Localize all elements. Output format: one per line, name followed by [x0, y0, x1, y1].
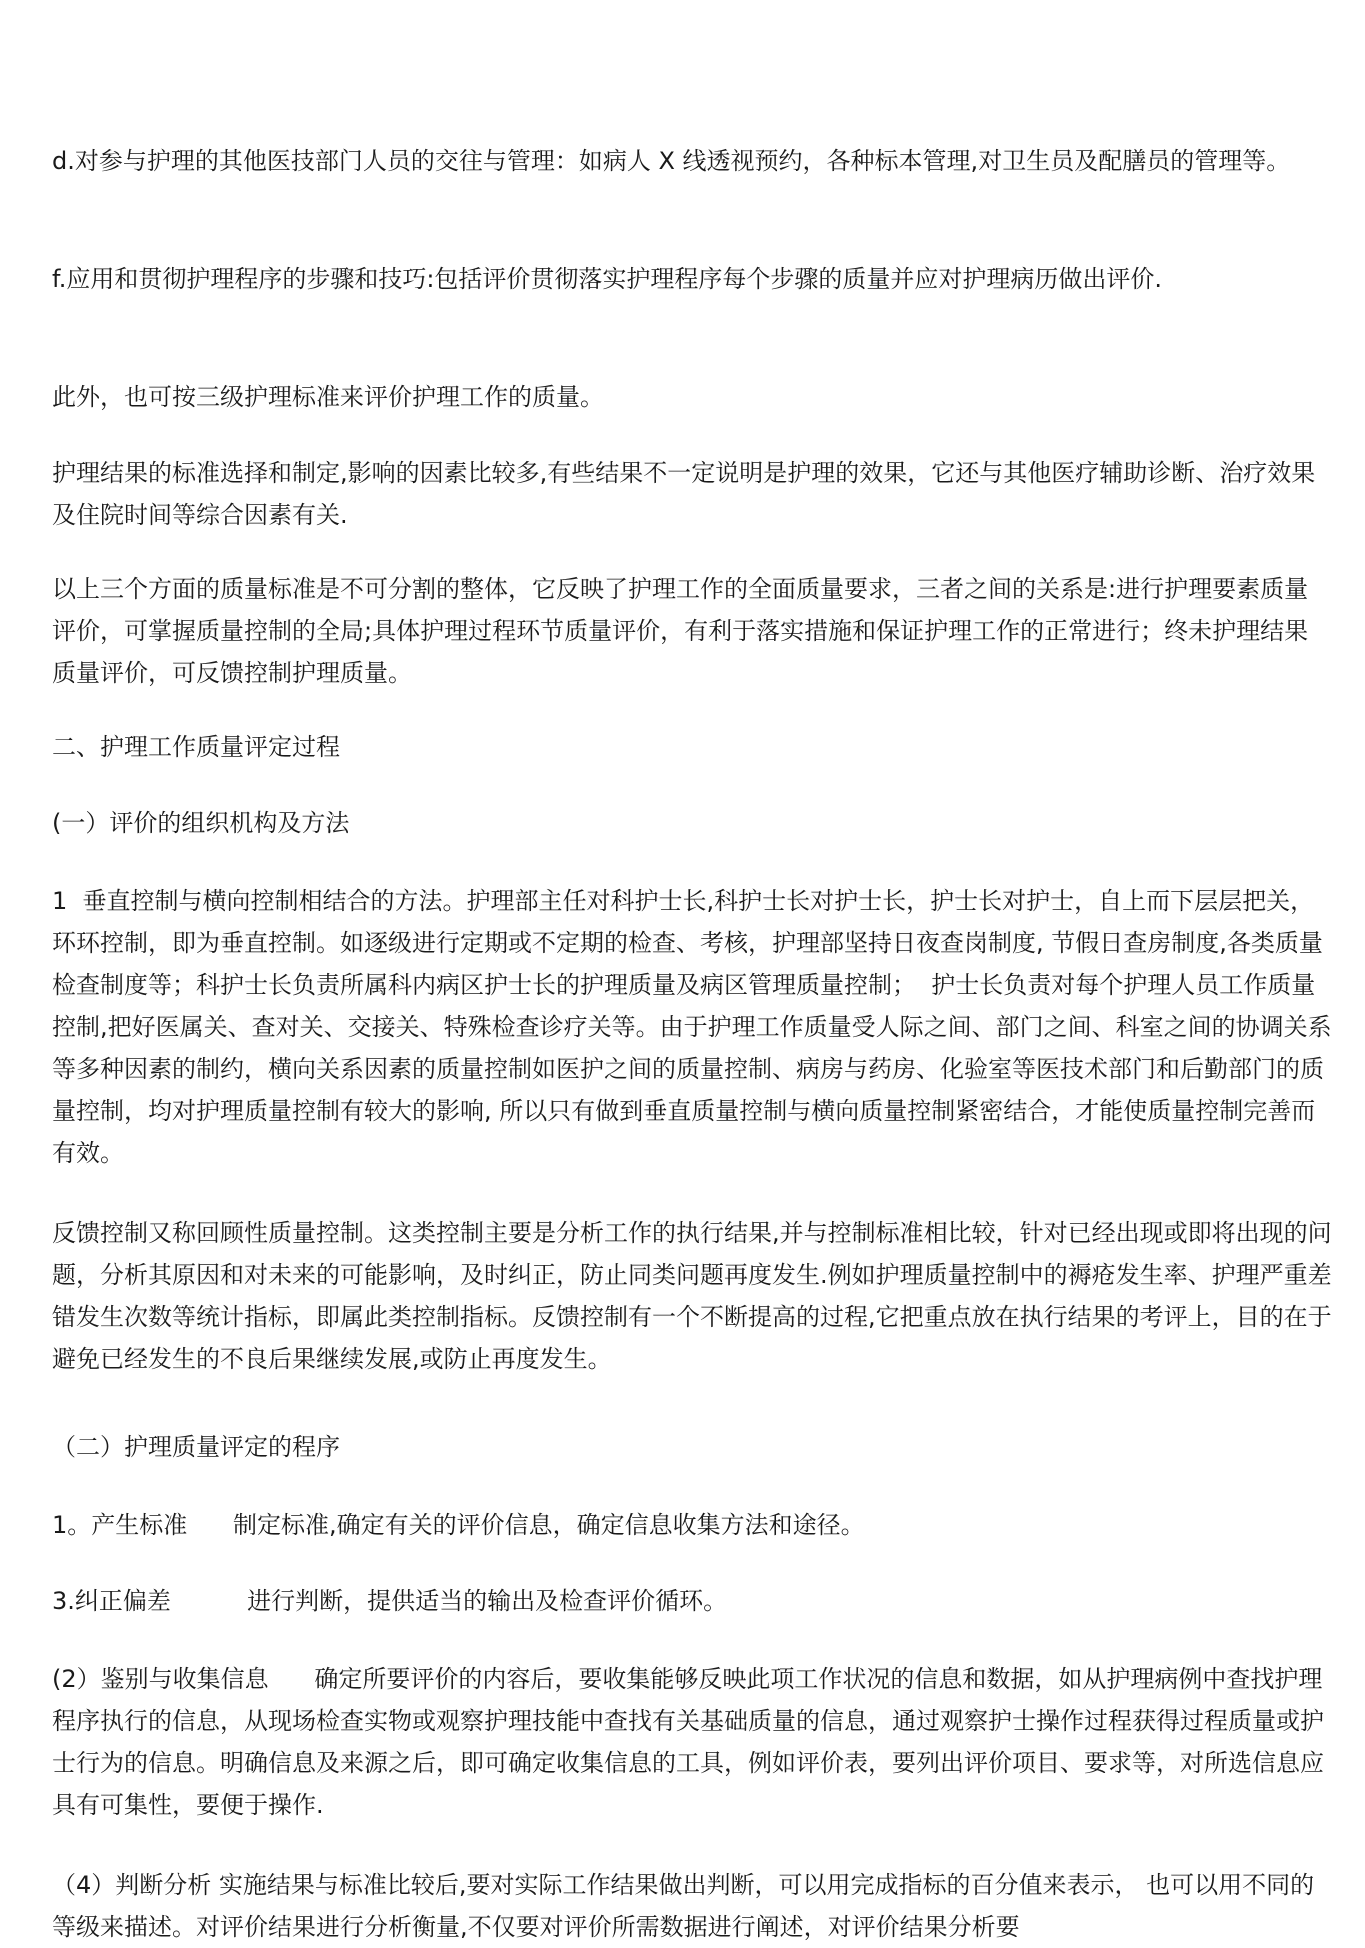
paragraph-quality-relationship: 以上三个方面的质量标准是不可分割的整体，它反映了护理工作的全面质量要求，三者之间的关系是:进行护理要素质量评价，可掌握质量控制的全局;具体护理过程环节质量评价，有利于落实措施和保证护理工作的正常进行；终未护理结果质量评价，可反馈控制护理质量。	[52, 575, 1309, 687]
section-heading: 二、护理工作质量评定过程	[52, 733, 340, 761]
paragraph-outcome-standard: 护理结果的标准选择和制定,影响的因素比较多,有些结果不一定说明是护理的效果，它还与其他医疗辅助诊断、治疗效果及住院时间等综合因素有关.	[52, 459, 1316, 529]
subsection-heading: (一）评价的组织机构及方法	[52, 809, 350, 837]
paragraph-three-levels: 此外，也可按三级护理标准来评价护理工作的质量。	[52, 383, 604, 411]
paragraph-nursing-process: f.应用和贯彻护理程序的步骤和技巧:包括评价贯彻落实护理程序每个步骤的质量并应对护理病历做出评价.	[52, 265, 1163, 293]
paragraph-vertical-horizontal-control: 1 垂直控制与横向控制相结合的方法。护理部主任对科护士长,科护士长对护士长，护士长对护士，自上而下层层把关，环环控制，即为垂直控制。如逐级进行定期或不定期的检查、考核，护理部坚持日夜查岗制度, 节假日查房制度,各类质量检查制度等；科护士长负责所属科内病区护士长的护理质量及病区管理质量控制； 护士长负责对每个护理人员工作质量控制,把好医属关、查对关、交接关、特殊检查诊疗关等。由于护理工作质量受人际之间、部门之间、科室之间的协调关系等多种因素的制约，横向关系因素的质量控制如医护之间的质量控制、病房与药房、化验室等医技术部门和后勤部门的质量控制，均对护理质量控制有较大的影响, 所以只有做到垂直质量控制与横向质量控制紧密结合，才能使质量控制完善而有效。	[52, 887, 1332, 1167]
step-correct-deviation: 3.纠正偏差 进行判断，提供适当的输出及检查评价循环。	[52, 1587, 728, 1615]
paragraph-judgment-analysis: （4）判断分析 实施结果与标准比较后,要对实际工作结果做出判断，可以用完成指标的百分值来表示， 也可以用不同的等级来描述。对评价结果进行分析衡量,不仅要对评价所需数据进行阐述，对评价结果分析要	[52, 1871, 1315, 1941]
step-produce-standard: 1。产生标准 制定标准,确定有关的评价信息，确定信息收集方法和途径。	[52, 1511, 865, 1539]
paragraph-feedback-control: 反馈控制又称回顾性质量控制。这类控制主要是分析工作的执行结果,并与控制标准相比较，针对已经出现或即将出现的问题，分析其原因和对未来的可能影响，及时纠正，防止同类问题再度发生.例如护理质量控制中的褥疮发生率、护理严重差错发生次数等统计指标，即属此类控制指标。反馈控制有一个不断提高的过程,它把重点放在执行结果的考评上，目的在于避免已经发生的不良后果继续发展,或防止再度发生。	[52, 1219, 1332, 1373]
paragraph-staff-management: d.对参与护理的其他医技部门人员的交往与管理：如病人 X 线透视预约，各种标本管理,对卫生员及配膳员的管理等。	[52, 147, 1291, 175]
subsection-heading-procedure: （二）护理质量评定的程序	[52, 1433, 340, 1461]
paragraph-collect-information: (2）鉴别与收集信息 确定所要评价的内容后，要收集能够反映此项工作状况的信息和数据，如从护理病例中查找护理程序执行的信息，从现场检查实物或观察护理技能中查找有关基础质量的信息，通过观察护士操作过程获得过程质量或护士行为的信息。明确信息及来源之后，即可确定收集信息的工具，例如评价表，要列出评价项目、要求等，对所选信息应具有可集性，要便于操作.	[52, 1665, 1324, 1819]
